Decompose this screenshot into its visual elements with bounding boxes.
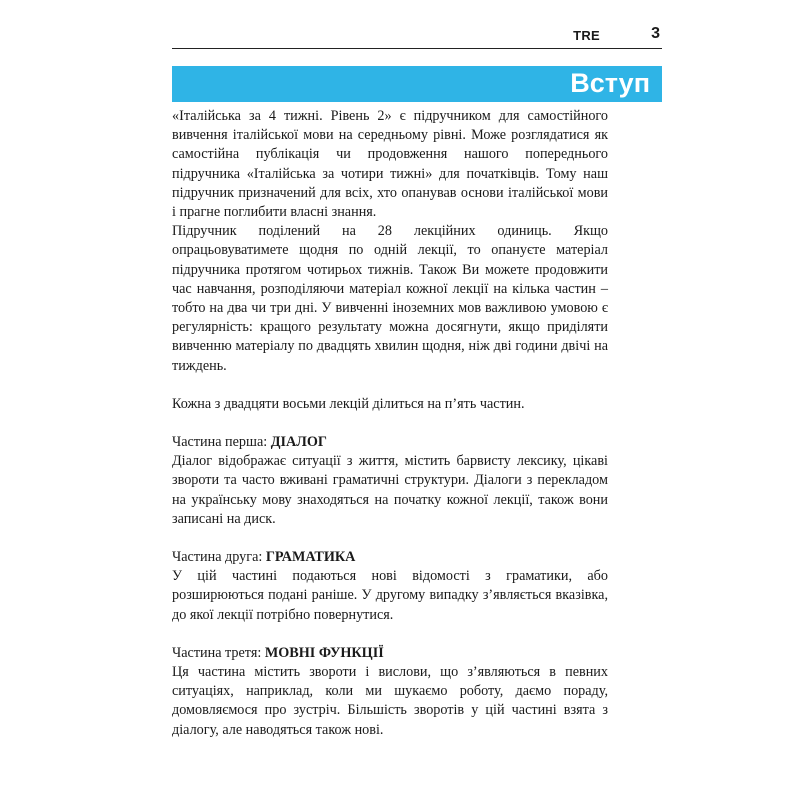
page-content [172,107,608,740]
section-3-name: МОВНІ ФУНКЦІЇ [264,644,384,661]
intro-paragraph-3: Кожна з двадцяти восьми лекцій ділиться на п’ять частин. [172,395,525,412]
section-1-prefix: Частина перша: [172,434,271,451]
section-3-prefix: Частина третя: [172,644,265,661]
section-2-prefix: Частина друга: [172,549,266,566]
section-1-name: ДІАЛОГ [270,434,327,451]
intro-paragraph-2: Підручник поділений на 28 лекційних одиниць. Якщо опрацьовуватимете щодня по одній лекції, то опануєте матеріал підручника протягом чотирьох тижнів. Також Ви можете продовжити час навчання, розподіляючи матеріал кожної лекції на кілька частин – тобто на два чи три дні. У вивченні іноземних мов важливою умовою є регулярність: кращого результату можна досягнути, якщо приділяти вивченню матеріалу по двадцять хвилин щодня, ніж дві години двічі на тиждень. [172,223,608,374]
page-number: 3 [651,25,660,42]
section-1-text: Діалог відображає ситуації з життя, містить барвисту лексику, цікаві звороти та часто вживані граматичні структури. Діалоги з перекладом на українську мову знаходяться на початку кожної лекції, також вони записані на диск. [172,453,608,527]
header-label: TRE [573,28,600,43]
page-header [172,26,662,49]
chapter-banner [172,66,662,102]
section-2-text: У цій частині подаються нові відомості з граматики, або розширюються подані раніше. У другому випадку з’являється вказівка, до якої лекції потрібно повернутися. [172,568,608,623]
section-3-heading [172,644,608,663]
section-2-heading [172,548,608,567]
section-1-heading [172,433,608,452]
section-3-text: Ця частина містить звороти і вислови, що з’являються в певних ситуаціях, наприклад, коли ми шукаємо роботу, даємо пораду, домовляємося про зустріч. Більшість зворотів у цій частині взята з діалогу, але наводяться також нові. [172,664,608,738]
section-2-name: ГРАМАТИКА [265,549,356,566]
chapter-title: Вступ [570,68,650,98]
intro-paragraph-1: «Італійська за 4 тижні. Рівень 2» є підручником для самостійного вивчення італійської мови на середньому рівні. Може розглядатися як самостійна публікація чи продовження нашого попереднього підручника «Італійська за чотири тижні» для початківців. Тому наш підручник призначений для всіх, хто опанував основи італійської мови і прагне поглибити власні знання. [172,108,608,221]
